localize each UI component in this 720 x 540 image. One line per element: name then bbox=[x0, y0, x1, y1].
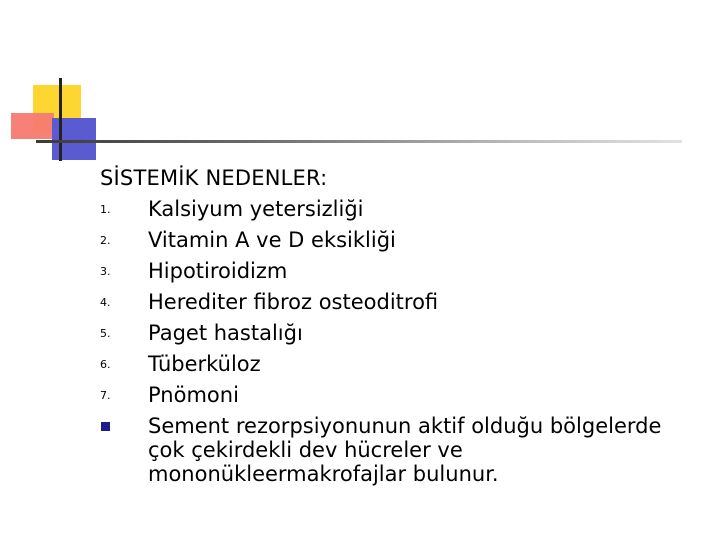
list-item-text: Herediter fibroz osteoditrofi bbox=[148, 290, 439, 314]
title-divider-line bbox=[36, 140, 682, 143]
list-number: 6. bbox=[100, 358, 111, 371]
list-item bbox=[100, 194, 700, 225]
list-item bbox=[100, 349, 700, 380]
ornament-red-square bbox=[11, 113, 54, 139]
square-bullet-icon bbox=[100, 411, 148, 431]
section-heading: SİSTEMİK NEDENLER: bbox=[100, 166, 328, 190]
list-item bbox=[100, 256, 700, 287]
list-item-text: Paget hastalığı bbox=[148, 321, 303, 345]
slide-body bbox=[100, 162, 700, 486]
list-item-text: Pnömoni bbox=[148, 383, 239, 407]
list-item bbox=[100, 287, 700, 318]
list-item bbox=[100, 318, 700, 349]
list-item bbox=[100, 225, 700, 256]
list-number: 1. bbox=[100, 203, 111, 216]
list-number: 2. bbox=[100, 234, 111, 247]
list-item-text: Kalsiyum yetersizliği bbox=[148, 197, 364, 221]
list-number: 7. bbox=[100, 389, 111, 402]
bullet-item bbox=[100, 411, 700, 486]
list-item-text: Tüberküloz bbox=[148, 352, 261, 376]
ornament-vertical-line bbox=[59, 78, 62, 161]
list-number: 3. bbox=[100, 265, 111, 278]
list-item bbox=[100, 380, 700, 411]
bullet-item-text: Sement rezorpsiyonunun aktif olduğu bölgelerde çok çekirdekli dev hücreler ve mononükleermakrofajlar bulunur. bbox=[148, 414, 662, 486]
list-number: 5. bbox=[100, 327, 111, 340]
list-item-text: Vitamin A ve D eksikliği bbox=[148, 228, 396, 252]
list-number: 4. bbox=[100, 296, 111, 309]
causes-list bbox=[100, 194, 700, 486]
list-item-text: Hipotiroidizm bbox=[148, 259, 288, 283]
